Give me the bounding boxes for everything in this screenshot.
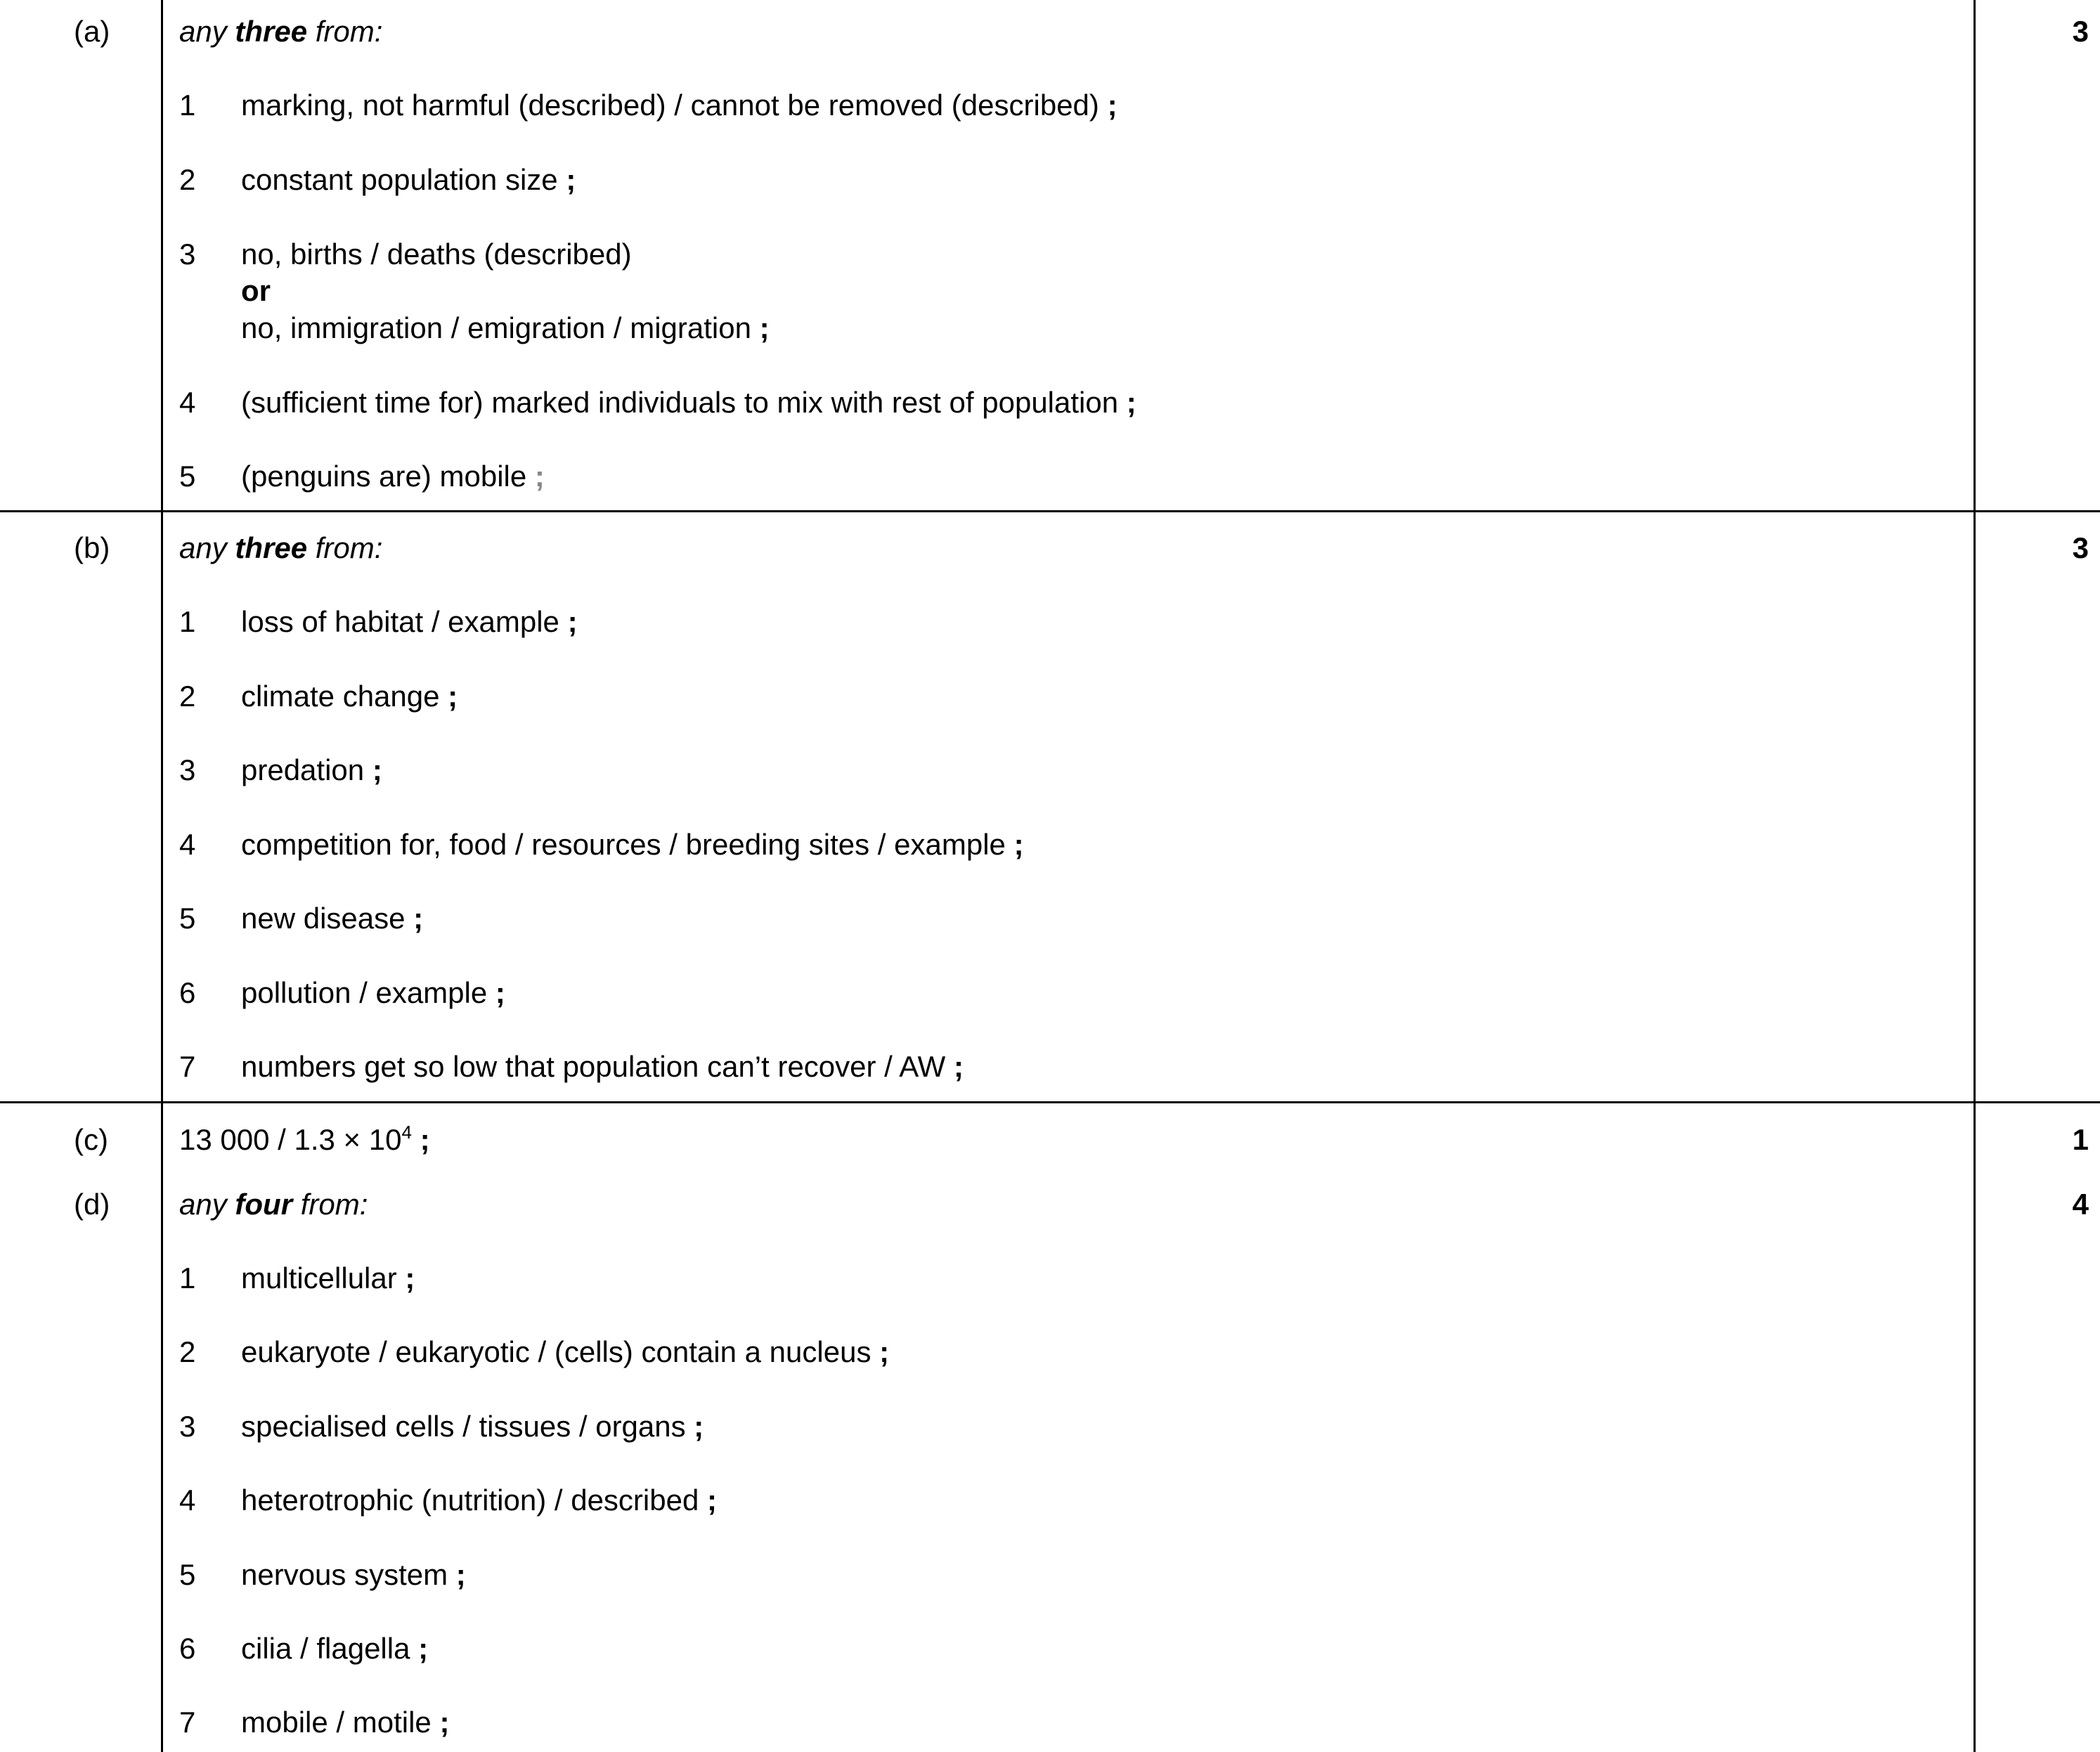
or-connector: or xyxy=(241,274,271,307)
column-divider-left xyxy=(161,0,163,1752)
item-number: 4 xyxy=(179,1484,196,1517)
item-number: 2 xyxy=(179,163,196,196)
item-number: 6 xyxy=(179,976,196,1009)
item-number: 2 xyxy=(179,1335,196,1368)
item-number: 4 xyxy=(179,386,196,419)
marks-d: 4 xyxy=(2072,1188,2089,1221)
item-number: 1 xyxy=(179,605,196,638)
item-number: 7 xyxy=(179,1050,196,1083)
answer-item: loss of habitat / example ; xyxy=(241,605,578,638)
answer-c: 13 $000 / 1.3 \times 10^4$ ; xyxy=(179,1122,430,1156)
item-number: 3 xyxy=(179,1410,196,1443)
answer-item: multicellular ; xyxy=(241,1261,415,1294)
answer-item: nervous system ; xyxy=(241,1558,466,1591)
item-number: 5 xyxy=(179,902,196,935)
answer-item: (sufficient time for) marked individuals to mix with rest of population ; xyxy=(241,386,1136,419)
instruction-d: any four from: xyxy=(179,1188,368,1221)
answer-item: no, births / deaths (described) xyxy=(241,238,632,271)
answer-item: pollution / example ; xyxy=(241,976,505,1009)
instruction-a: any three from: xyxy=(179,15,383,48)
row-divider-ab xyxy=(0,510,2100,512)
answer-item: specialised cells / tissues / organs ; xyxy=(241,1410,704,1443)
answer-item: marking, not harmful (described) / cannot be removed (described) ; xyxy=(241,89,1117,122)
item-number: 3 xyxy=(179,753,196,786)
answer-item: new disease ; xyxy=(241,902,424,935)
item-number: 1 xyxy=(179,1261,196,1294)
marks-c: 1 xyxy=(2072,1123,2089,1156)
item-number: 3 xyxy=(179,238,196,271)
answer-item: predation ; xyxy=(241,753,382,786)
answer-item: eukaryote / eukaryotic / (cells) contain a nucleus ; xyxy=(241,1335,890,1368)
answer-item: competition for, food / resources / breeding sites / example ; xyxy=(241,828,1024,861)
column-divider-right xyxy=(1973,0,1976,1752)
marks-b: 3 xyxy=(2072,531,2089,564)
item-number: 1 xyxy=(179,89,196,122)
answer-item: heterotrophic (nutrition) / described ; xyxy=(241,1484,717,1517)
answer-item: climate change ; xyxy=(241,680,458,713)
answer-item: (penguins are) mobile ; xyxy=(241,460,545,493)
item-number: 7 xyxy=(179,1706,196,1739)
part-label-c: (c) xyxy=(74,1123,108,1156)
answer-item: numbers get so low that population can’t recover / AW ; xyxy=(241,1050,964,1083)
part-label-a: (a) xyxy=(74,15,110,48)
answer-item: cilia / flagella ; xyxy=(241,1632,429,1665)
item-number: 2 xyxy=(179,680,196,713)
answer-item: mobile / motile ; xyxy=(241,1706,450,1739)
item-number: 5 xyxy=(179,1558,196,1591)
part-label-b: (b) xyxy=(74,531,110,564)
instruction-b: any three from: xyxy=(179,531,383,564)
marks-a: 3 xyxy=(2072,15,2089,48)
item-number: 4 xyxy=(179,828,196,861)
row-divider-bc xyxy=(0,1101,2100,1103)
item-number: 5 xyxy=(179,460,196,493)
answer-item-alternative: no, immigration / emigration / migration ; xyxy=(241,311,770,344)
answer-item: constant population size ; xyxy=(241,163,576,196)
item-number: 6 xyxy=(179,1632,196,1665)
part-label-d: (d) xyxy=(74,1188,110,1221)
